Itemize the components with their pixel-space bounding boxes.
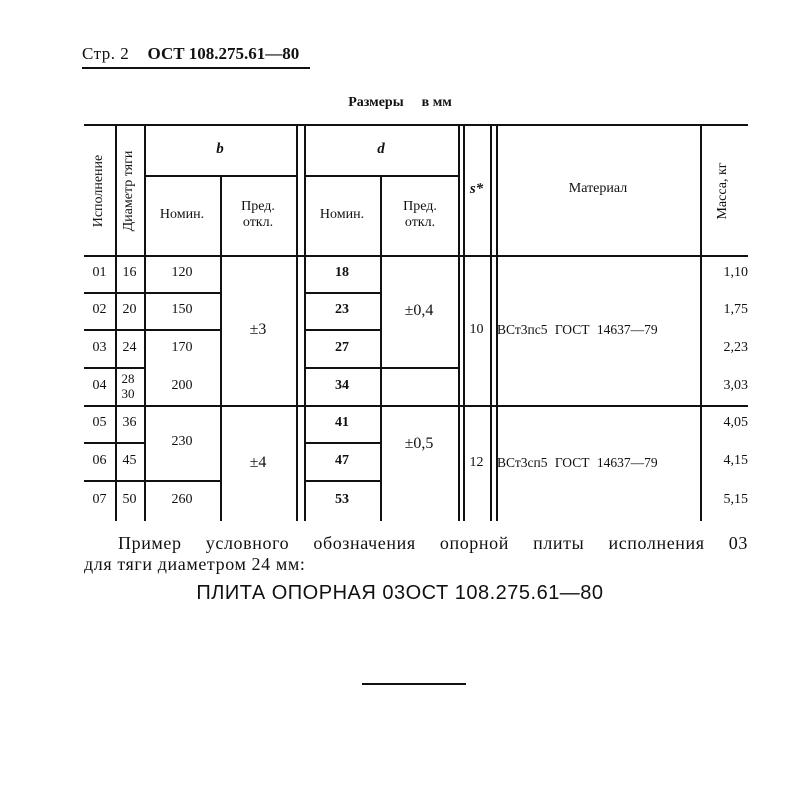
cell-b-nom: 230	[171, 434, 193, 450]
cell-mass: 4,05	[723, 415, 748, 431]
d-tolerance-group-1: ±0,4	[404, 301, 434, 319]
cell-isp: 01	[92, 265, 107, 281]
cell-isp: 07	[92, 491, 107, 507]
cell-d-nom: 47	[335, 452, 349, 468]
cell-b-nom: 170	[171, 339, 193, 355]
header-b-nomin: Номин.	[159, 206, 205, 222]
header-b: b	[216, 140, 224, 157]
cell-d-nom: 23	[335, 302, 349, 318]
cell-mass: 1,10	[723, 265, 748, 281]
cell-b-nom: 120	[171, 265, 193, 281]
example-line-1: Пример условного обозначения опорной плиты исполнения 03	[118, 533, 748, 553]
cell-diam: 24	[122, 339, 137, 355]
cell-diam: 50	[122, 491, 137, 507]
col-rule	[296, 124, 298, 521]
page-header	[82, 44, 299, 64]
cell-isp: 04	[92, 377, 107, 393]
cell-isp: 02	[92, 302, 107, 318]
cell-d-nom: 27	[335, 339, 349, 355]
cell-mass: 2,23	[723, 339, 748, 355]
cell-isp: 05	[92, 415, 107, 431]
cell-diam: 16	[122, 265, 137, 281]
s-group-1: 10	[469, 321, 484, 337]
page-number: Стр. 2	[82, 44, 130, 63]
header-mass: Масса, кг	[715, 162, 730, 220]
s-group-2: 12	[469, 454, 484, 470]
b-tolerance-group-1: ±3	[249, 320, 267, 338]
cell-d-nom: 53	[335, 491, 349, 507]
header-material: Материал	[568, 181, 628, 197]
header-b-pred: Пред. откл.	[241, 198, 275, 230]
cell-isp: 06	[92, 452, 107, 468]
cell-b-nom: 200	[171, 377, 193, 393]
cell-diam: 45	[122, 452, 137, 468]
col-rule	[458, 124, 460, 521]
cell-d-nom: 41	[335, 415, 349, 431]
example-line-2: для тяги диаметром 24 мм:	[84, 554, 306, 574]
d-tolerance-group-2: ±0,5	[404, 434, 434, 452]
cell-diam: 20	[122, 302, 137, 318]
caption-unit: в мм	[421, 95, 452, 110]
header-d-pred: Пред. откл.	[403, 198, 437, 230]
cell-mass: 5,15	[723, 491, 748, 507]
material-group-1: ВСт3пс5 ГОСТ 14637—79	[497, 322, 658, 338]
designation-text: ПЛИТА ОПОРНАЯ 03ОСТ 108.275.61—80	[196, 582, 604, 604]
b-tolerance-group-2: ±4	[249, 453, 267, 471]
col-rule	[490, 124, 492, 521]
header-d: d	[377, 140, 385, 157]
standard-number: ОСТ 108.275.61—80	[147, 44, 300, 63]
cell-diam: 36	[122, 415, 137, 431]
cell-mass: 1,75	[723, 302, 748, 318]
table-caption	[0, 95, 800, 111]
header-diameter: Диаметр тяги	[121, 150, 136, 232]
cell-diam: 28 30	[121, 371, 135, 401]
cell-mass: 4,15	[723, 452, 748, 468]
cell-isp: 03	[92, 339, 107, 355]
cell-d-nom: 18	[335, 265, 349, 281]
header-s: s*	[469, 180, 484, 197]
cell-mass: 3,03	[723, 377, 748, 393]
material-group-2: ВСт3сп5 ГОСТ 14637—79	[497, 455, 658, 471]
header-d-nomin: Номин.	[319, 206, 365, 222]
cell-d-nom: 34	[335, 377, 349, 393]
cell-b-nom: 150	[171, 302, 193, 318]
designation-example	[84, 533, 748, 575]
end-rule	[362, 683, 466, 685]
header-ispolnenie: Исполнение	[91, 154, 106, 228]
header-underline	[82, 67, 310, 69]
caption-title: Размеры	[348, 95, 404, 110]
cell-b-nom: 260	[171, 491, 193, 507]
